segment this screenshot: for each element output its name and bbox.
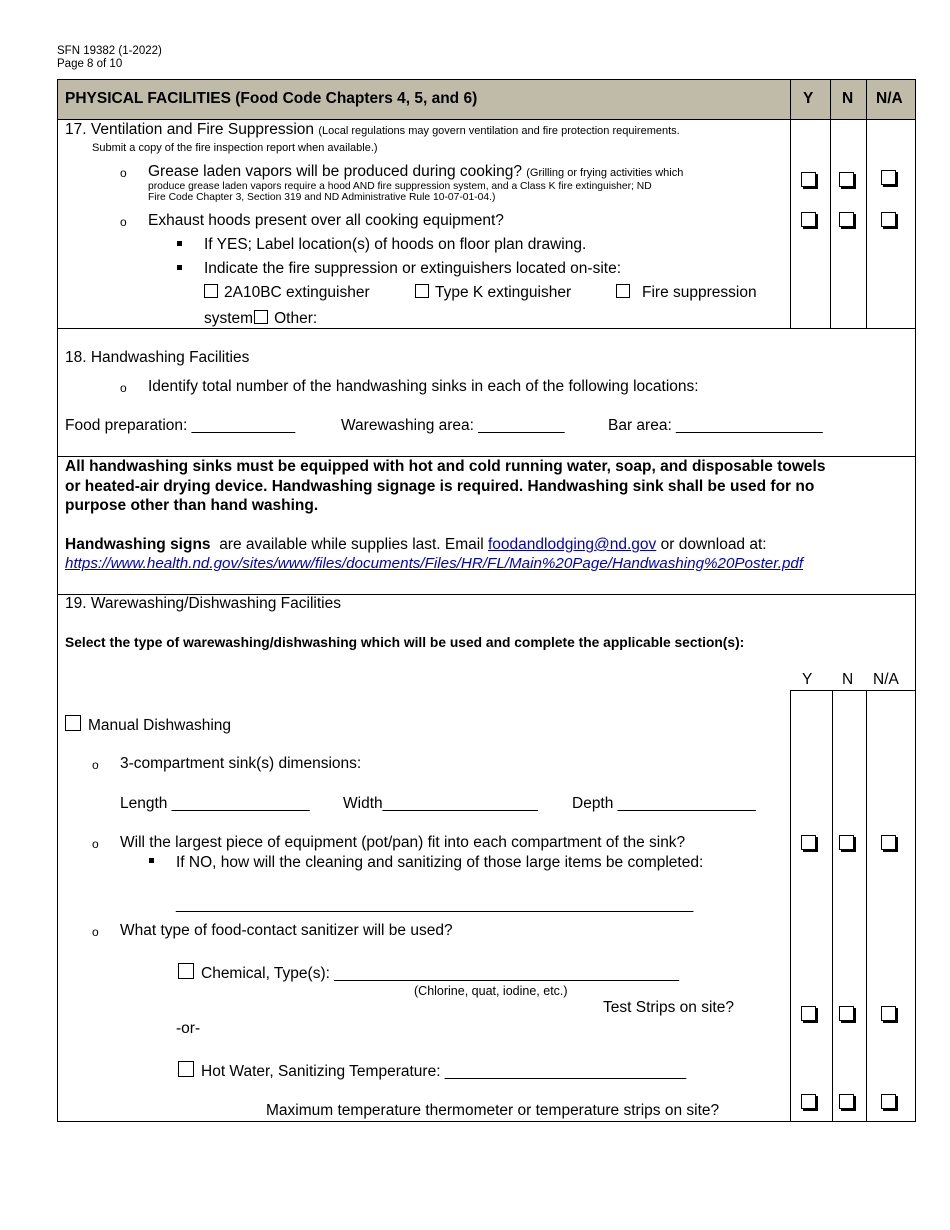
s17-q2-no-checkbox[interactable] xyxy=(839,212,854,227)
checkbox[interactable] xyxy=(178,963,194,979)
warewashing-area-field[interactable]: Warewashing area: __________ xyxy=(341,417,565,434)
or-separator: -or- xyxy=(176,1020,201,1037)
q-fit: Will the largest piece of equipment (pot/pan) fit into each compartment of the sink? xyxy=(120,834,686,851)
thermo-yes-checkbox[interactable] xyxy=(801,1094,816,1109)
bar-area-field[interactable]: Bar area: _________________ xyxy=(608,417,823,434)
s17-q2: Exhaust hoods present over all cooking equipment? xyxy=(148,212,504,229)
notice-line3: purpose other than hand washing. xyxy=(65,497,319,514)
q-fit-na-checkbox[interactable] xyxy=(881,835,896,850)
q-fit-followup: If NO, how will the cleaning and sanitizing of those large items be completed: xyxy=(176,854,704,871)
checkbox[interactable] xyxy=(254,310,268,324)
sink-dimensions: 3-compartment sink(s) dimensions: xyxy=(120,755,362,772)
checkbox[interactable] xyxy=(415,284,429,298)
thermo-no-checkbox[interactable] xyxy=(839,1094,854,1109)
chemical-note: (Chlorine, quat, iodine, etc.) xyxy=(414,984,568,998)
checkbox[interactable] xyxy=(65,715,81,731)
width-field[interactable]: Width__________________ xyxy=(343,795,538,812)
s18-title: 18. Handwashing Facilities xyxy=(65,349,250,366)
bullet-square xyxy=(149,858,154,863)
bullet-square xyxy=(177,241,182,246)
thermo-na-checkbox[interactable] xyxy=(881,1094,896,1109)
checkbox[interactable] xyxy=(616,284,630,298)
form-id: SFN 19382 (1-2022) xyxy=(57,45,162,57)
col-n-header: N xyxy=(842,90,854,107)
col-y-header: Y xyxy=(803,90,814,107)
s19-col-na: N/A xyxy=(873,671,899,688)
s17-b1: If YES; Label location(s) of hoods on floor plan drawing. xyxy=(204,236,587,253)
strips-no-checkbox[interactable] xyxy=(839,1006,854,1021)
cleaning-answer-field[interactable]: ____________________________________________________________ xyxy=(176,896,694,913)
col-na-header: N/A xyxy=(876,90,903,107)
thermometer-question: Maximum temperature thermometer or temperature strips on site? xyxy=(266,1102,720,1119)
s17-b2: Indicate the fire suppression or extinguishers located on-site: xyxy=(204,260,622,277)
bullet-circle: o xyxy=(120,215,127,229)
depth-field[interactable]: Depth ________________ xyxy=(572,795,756,812)
s19-instructions: Select the type of warewashing/dishwashing which will be used and complete the applicable section(s): xyxy=(65,635,745,650)
q-fit-no-checkbox[interactable] xyxy=(839,835,854,850)
length-field[interactable]: Length ________________ xyxy=(120,795,310,812)
bullet-square xyxy=(177,265,182,270)
s19-col-n: N xyxy=(842,671,854,688)
s17-title: 17. Ventilation and Fire Suppression (Local regulations may govern ventilation and fire protection requirements. xyxy=(65,121,680,138)
food-prep-field[interactable]: Food preparation: ____________ xyxy=(65,417,296,434)
page-number: Page 8 of 10 xyxy=(57,58,123,70)
manual-dishwashing-option[interactable]: Manual Dishwashing xyxy=(65,715,231,735)
signs-text: Handwashing signs are available while supplies last. Email foodandlodging@nd.gov or download at: xyxy=(65,536,767,553)
bullet-circle: o xyxy=(120,381,127,395)
s17-q1-note2: produce grease laden vapors require a hood AND fire suppression system, and a Class K fire extinguisher; ND xyxy=(148,181,652,192)
section-title: PHYSICAL FACILITIES (Food Code Chapters 4, 5, and 6) xyxy=(65,90,478,107)
s17-q1-no-checkbox[interactable] xyxy=(839,172,854,187)
checkbox[interactable] xyxy=(204,284,218,298)
bullet-circle: o xyxy=(92,925,99,939)
s18-q1: Identify total number of the handwashing sinks in each of the following locations: xyxy=(148,378,699,395)
q-fit-yes-checkbox[interactable] xyxy=(801,835,816,850)
s17-q1-note3: Fire Code Chapter 3, Section 319 and ND Administrative Rule 10-07-01-04.) xyxy=(148,192,496,203)
hot-water-option[interactable]: Hot Water, Sanitizing Temperature: ____________________________ xyxy=(178,1061,686,1081)
strips-na-checkbox[interactable] xyxy=(881,1006,896,1021)
s17-opt2[interactable]: Type K extinguisher xyxy=(415,284,571,302)
notice-line1: All handwashing sinks must be equipped with hot and cold running water, soap, and disposable towels xyxy=(65,458,826,475)
s19-title: 19. Warewashing/Dishwashing Facilities xyxy=(65,595,341,612)
s17-q1-yes-checkbox[interactable] xyxy=(801,172,816,187)
s17-note: Submit a copy of the fire inspection report when available.) xyxy=(92,142,378,154)
poster-url[interactable]: https://www.health.nd.gov/sites/www/files/documents/Files/HR/FL/Main%20Page/Handwashing%20Poster.pdf xyxy=(65,555,804,572)
bullet-circle: o xyxy=(92,837,99,851)
email-link[interactable]: foodandlodging@nd.gov xyxy=(488,536,657,553)
test-strips-question: Test Strips on site? xyxy=(603,999,734,1016)
s17-q2-yes-checkbox[interactable] xyxy=(801,212,816,227)
s17-q1-na-checkbox[interactable] xyxy=(881,170,896,185)
bullet-circle: o xyxy=(120,166,127,180)
s17-opt3b[interactable]: system Other: xyxy=(204,310,318,327)
bullet-circle: o xyxy=(92,758,99,772)
notice-line2: or heated-air drying device. Handwashing signage is required. Handwashing sink shall be used for no xyxy=(65,478,815,495)
q-sanitizer: What type of food-contact sanitizer will be used? xyxy=(120,922,453,939)
chemical-option[interactable]: Chemical, Type(s): ________________________________________ xyxy=(178,963,679,983)
s17-q2-na-checkbox[interactable] xyxy=(881,212,896,227)
checkbox[interactable] xyxy=(178,1061,194,1077)
s19-col-y: Y xyxy=(802,671,813,688)
strips-yes-checkbox[interactable] xyxy=(801,1006,816,1021)
s17-opt1[interactable]: 2A10BC extinguisher xyxy=(204,284,370,302)
s17-q1: Grease laden vapors will be produced during cooking? (Grilling or frying activities which xyxy=(148,163,684,180)
s17-opt3[interactable]: Fire suppression xyxy=(616,284,757,302)
